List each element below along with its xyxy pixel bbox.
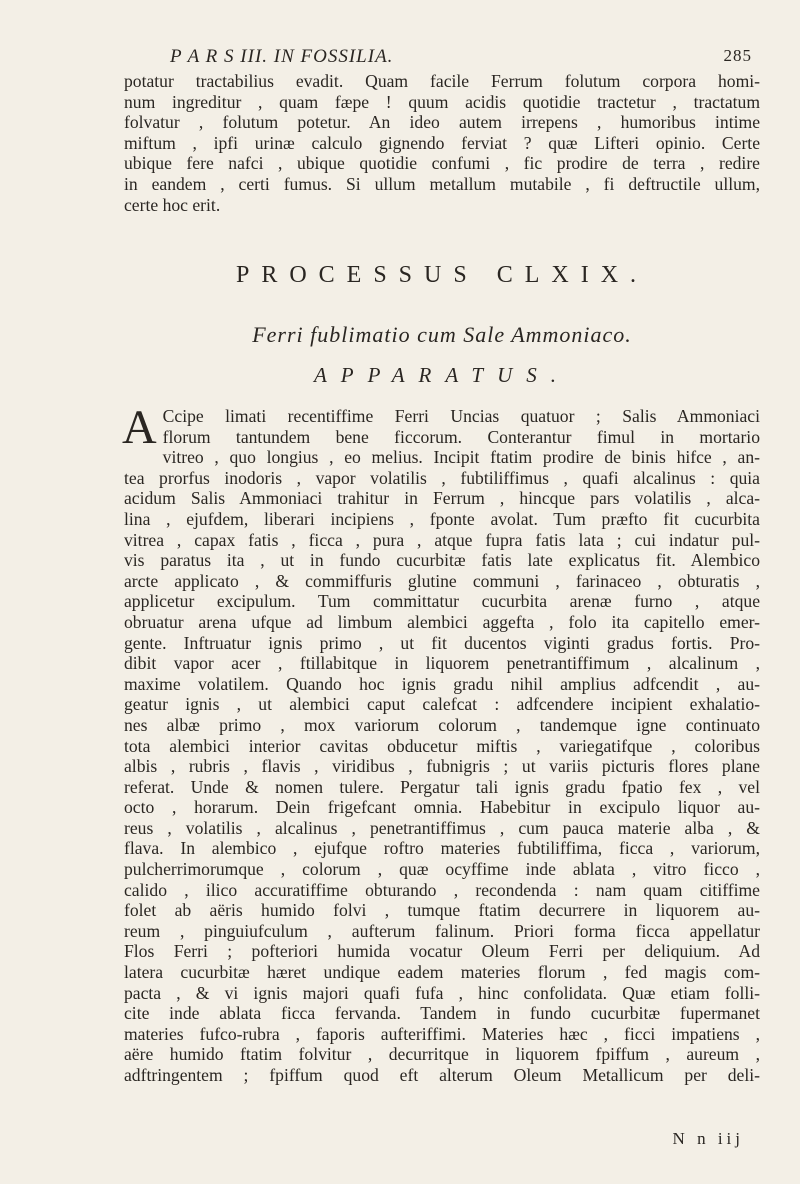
text-line: albis , rubris , flavis , viridibus , fubnigris ; ut variis picturis flores plane — [124, 756, 760, 777]
text-line: acidum Salis Ammoniaci trahitur in Ferrum , hincque pars volatilis , alca- — [124, 488, 760, 509]
section-subtitle: Ferri fublimatio cum Sale Ammoniaco. — [252, 322, 632, 347]
text-line: calido , ilico accuratiffime obturando , recondenda : nam quam citiffime — [124, 879, 760, 900]
text-line: arcte applicato , & commiffuris glutine communi , farinaceo , obturatis , — [124, 570, 760, 591]
drop-cap: A — [122, 401, 157, 454]
paragraph-intro — [124, 71, 760, 215]
paragraph-body — [122, 401, 760, 1086]
text-line: pulcherrimorumque , colorum , quæ ocyffime inde ablata , vitro ficco , — [124, 859, 760, 880]
text-line: maxime volatilem. Quando hoc ignis gradu nihil amplius adfcendit , au- — [124, 673, 760, 694]
text-line: cite inde ablata ficca fervanda. Tandem in fundo cucurbitæ fupermanet — [124, 1003, 760, 1024]
text-line: referat. Unde & nomen tulere. Pergatur tali ignis gradu fpatio fex , vel — [124, 776, 760, 797]
text-line: tea prorfus inodoris , vapor volatilis , fubtiliffimus , quafi alcalinus : quia — [124, 467, 760, 488]
text-line: reus , volatilis , alcalinus , penetrantiffimus , cum pauca materie alba , & — [124, 817, 760, 838]
text-line: materies fufco-rubra , faporis aufteriffimi. Materies hæc , ficci impatiens , — [124, 1023, 760, 1044]
text-line: miftum , ipfi urinæ calculo gignendo ferviat ? quæ Lifteri opinio. Certe — [124, 132, 760, 153]
text-line: certe hoc erit. — [124, 194, 221, 215]
text-line: gente. Inftruatur ignis primo , ut fit ducentos viginti gradus fortis. Pro- — [124, 632, 760, 653]
text-line: Flos Ferri ; pofteriori humida vocatur Oleum Ferri per deliquium. Ad — [124, 941, 760, 962]
text-line: folvatur , folutum potetur. An ideo autem irrepens , humoribus intime — [124, 112, 760, 133]
text-line: dibit vapor acer , ftillabitque in liquorem penetrantiffimum , alcalinum , — [124, 653, 760, 674]
text-line: Ccipe limati recentiffime Ferri Uncias quatuor ; Salis Ammoniaci — [162, 406, 760, 426]
text-line: folet ab aëris humido folvi , tumque ftatim decurrere in liquorem au- — [124, 900, 760, 921]
text-line: in eandem , certi fumus. Si ullum metallum mutabile , fi deftructile ullum, — [124, 173, 760, 194]
text-line: num ingreditur , quam fæpe ! quum acidis quotidie tractetur , tractatum — [124, 91, 760, 112]
text-line: octo , horarum. Dein frigefcant omnia. Habebitur in excipulo liquor au- — [124, 797, 760, 818]
text-line: applicetur excipulum. Tum committatur cucurbita arenæ furno , atque — [124, 591, 760, 612]
text-line: aëre humido ftatim folvitur , decurritque in liquorem fpiffum , aureum , — [124, 1044, 760, 1065]
running-head-title: P A R S III. IN FOSSILIA. — [170, 46, 394, 67]
section-heading: PROCESSUS CLXIX. — [235, 262, 649, 288]
running-head — [170, 46, 752, 68]
text-line: tota alembici interior cavitas obducetur miftis , variegatifque , coloribus — [124, 735, 760, 756]
text-line: florum tantundem bene ficcorum. Conterantur fimul in mortario — [162, 426, 760, 447]
text-line: vitreo , quo longius , eo melius. Incipit ftatim prodire de binis hifce , an- — [162, 447, 760, 468]
text-line: vis paratus ita , ut in fundo cucurbitæ fatis late explicatus fit. Alembico — [124, 550, 760, 571]
text-line: nes albæ primo , mox variorum colorum , tandemque igne continuato — [124, 714, 760, 735]
apparatus-heading: APPARATUS. — [313, 363, 571, 387]
text-line: adftringentem ; fpiffum quod eft alterum Oleum Metallicum per deli- — [124, 1065, 760, 1085]
text-line: pacta , & vi ignis majori quafi fufa , hinc confolidata. Quæ etiam folli- — [124, 982, 760, 1003]
text-line: ubique fere nafci , ubique quotidie confumi , fic prodire de terra , redire — [124, 153, 760, 174]
text-line: potatur tractabilius evadit. Quam facile Ferrum folutum corpora homi- — [124, 71, 760, 91]
text-line: reum , pinguiufculum , aufterum falinum. Priori forma ficca appellatur — [124, 920, 760, 941]
text-line: latera cucurbitæ hæret undique eadem materies florum , fed magis com- — [124, 962, 760, 983]
text-line: lina , ejufdem, liberari incipiens , fponte avolat. Tum præfto fit cucurbita — [124, 508, 760, 529]
page-number: 285 — [723, 46, 752, 65]
text-line: geatur ignis , ut alembici caput calefcat : adfcendere incipient exhalatio- — [124, 694, 760, 715]
signature-mark: N n iij — [672, 1129, 744, 1148]
text-line: obruatur arena ufque ad limbum alembici aggefta , folo ita capitello emer- — [124, 611, 760, 632]
text-line: vitrea , capax fatis , ficca , pura , atque fupra fatis lata ; cui indatur pul- — [124, 529, 760, 550]
text-line: flava. In alembico , ejufque roftro materies fubtiliffima, ficca , variorum, — [124, 838, 760, 859]
